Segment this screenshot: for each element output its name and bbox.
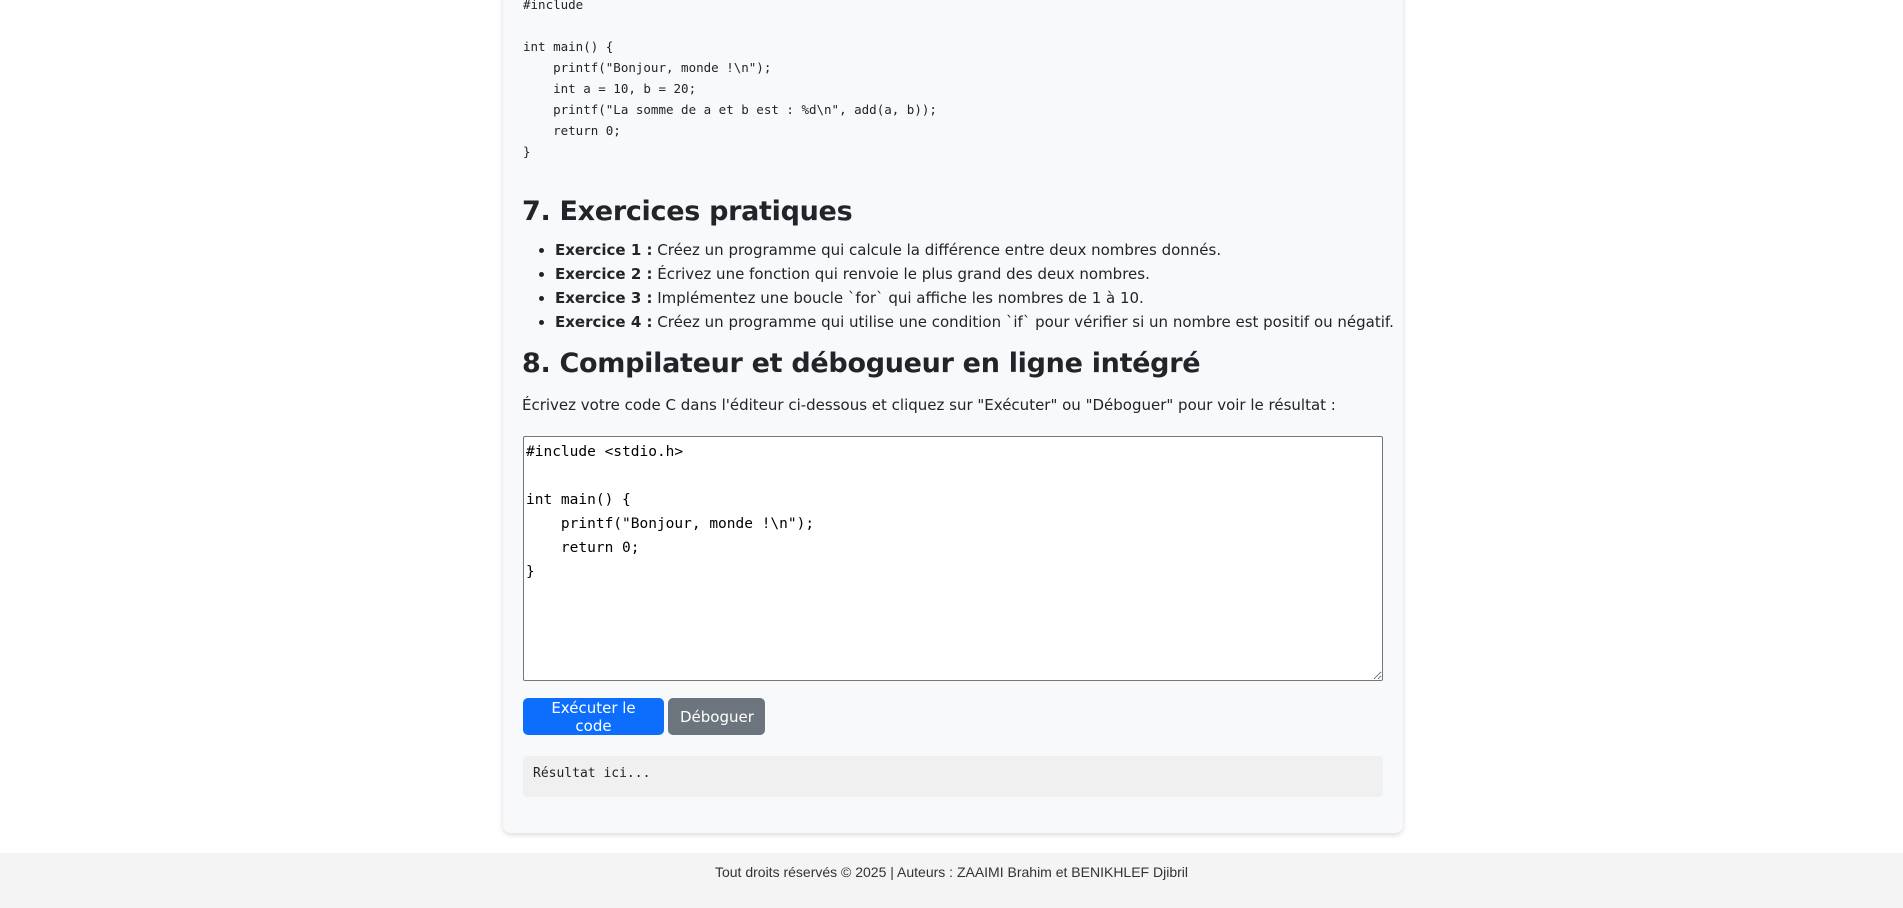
list-item	[555, 286, 1415, 310]
footer-text: Tout droits réservés © 2025 | Auteurs : ZAAIMI Brahim et BENIKHLEF Djibril	[714, 864, 1188, 880]
exercise-label: Exercice 3 :	[555, 289, 653, 307]
exercise-list	[522, 238, 1415, 334]
exercise-label: Exercice 4 :	[555, 313, 653, 331]
section-7-heading: 7. Exercices pratiques	[522, 196, 853, 227]
code-line: int a = 10, b = 20;	[553, 81, 697, 96]
exercise-text: Implémentez une boucle `for` qui affiche les nombres de 1 à 10.	[652, 289, 1144, 307]
exercise-text: Écrivez une fonction qui renvoie le plus grand des deux nombres.	[652, 265, 1150, 283]
code-line: #include	[523, 0, 584, 12]
example-code-block	[523, 0, 1383, 162]
code-line: printf("Bonjour, monde !\n");	[553, 60, 772, 75]
run-code-button[interactable]: Exécuter le code	[523, 698, 664, 735]
page-footer	[0, 853, 1903, 908]
code-line: printf("La somme de a et b est : %d\n", add(a, b));	[553, 102, 937, 117]
section-8-heading: 8. Compilateur et débogueur en ligne intégré	[522, 348, 1201, 379]
code-line: int main() {	[523, 39, 614, 54]
editor-instructions: Écrivez votre code C dans l'éditeur ci-dessous et cliquez sur "Exécuter" ou "Déboguer" pour voir le résultat :	[522, 396, 1336, 414]
exercise-label: Exercice 1 :	[555, 241, 653, 259]
exercise-label: Exercice 2 :	[555, 265, 653, 283]
code-line: }	[523, 144, 531, 159]
code-line: return 0;	[553, 123, 621, 138]
list-item	[555, 262, 1415, 286]
output-panel: Résultat ici...	[523, 756, 1383, 797]
list-item	[555, 238, 1415, 262]
list-item	[555, 310, 1415, 334]
code-editor[interactable]	[523, 436, 1383, 681]
exercise-text: Créez un programme qui calcule la différence entre deux nombres donnés.	[652, 241, 1222, 259]
exercise-text: Créez un programme qui utilise une condition `if` pour vérifier si un nombre est positif ou négatif.	[652, 313, 1394, 331]
debug-button[interactable]: Déboguer	[668, 698, 765, 735]
